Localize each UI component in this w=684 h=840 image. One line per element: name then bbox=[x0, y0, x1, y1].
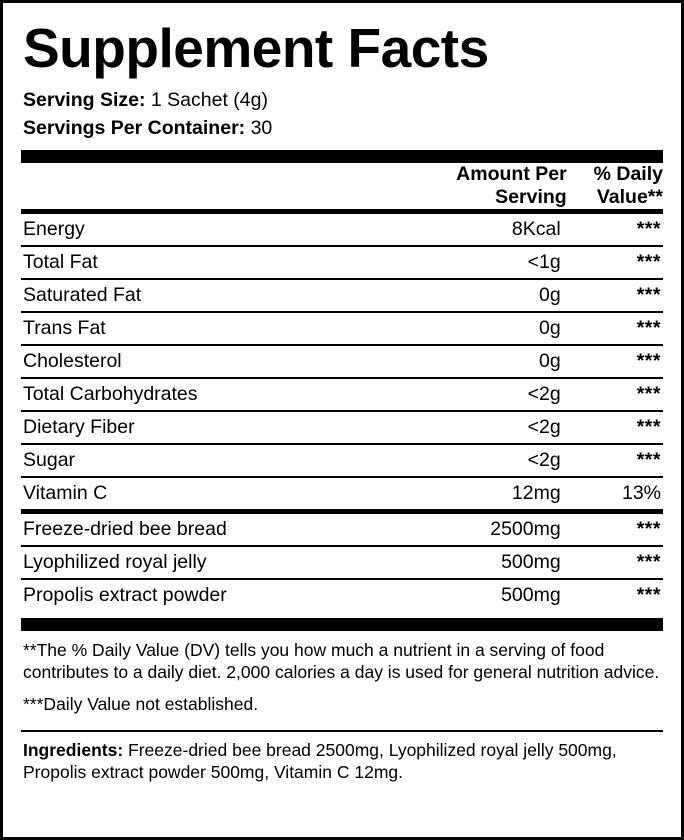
table-row bbox=[21, 345, 663, 378]
header-amount-line1: Amount Per bbox=[456, 162, 567, 185]
servings-per-container-label: Servings Per Container: bbox=[23, 117, 246, 140]
table-row bbox=[21, 546, 663, 579]
page-title: Supplement Facts bbox=[23, 17, 489, 79]
table-row bbox=[21, 312, 663, 345]
nutrient-dv: *** bbox=[567, 246, 663, 279]
active-name: Propolis extract powder bbox=[23, 583, 227, 606]
nutrient-name: Saturated Fat bbox=[21, 279, 374, 312]
daily-value-note: **The % Daily Value (DV) tells you how much a nutrient in a serving of food contributes to a daily diet. 2,000 calories a day is used for general nutrition advice. bbox=[23, 639, 660, 682]
servings-per-container-line bbox=[23, 114, 663, 142]
table-row bbox=[21, 378, 663, 411]
nutrient-dv: 13% bbox=[621, 481, 661, 504]
serving-size-value: 1 Sachet (4g) bbox=[150, 89, 268, 111]
daily-value-not-established-note: ***Daily Value not established. bbox=[23, 694, 259, 715]
serving-size-line bbox=[23, 86, 663, 114]
nutrient-name: Total Fat bbox=[21, 246, 374, 279]
servings-per-container-value: 30 bbox=[250, 117, 273, 140]
nutrients-body bbox=[21, 214, 663, 509]
nutrient-dv: *** bbox=[567, 411, 663, 444]
header-daily-value bbox=[567, 163, 663, 209]
active-name: Freeze-dried bee bread bbox=[21, 514, 374, 546]
active-name: Lyophilized royal jelly bbox=[21, 546, 374, 579]
table-row bbox=[21, 246, 663, 279]
active-amount: 2500mg bbox=[374, 514, 567, 546]
table-row bbox=[21, 214, 663, 246]
nutrient-dv: *** bbox=[567, 378, 663, 411]
active-dv: *** bbox=[567, 514, 663, 546]
nutrient-amount: <2g bbox=[374, 378, 567, 411]
divider-above-ingredients bbox=[21, 730, 663, 732]
active-amount: 500mg bbox=[374, 546, 567, 579]
nutrient-amount: 8Kcal bbox=[374, 214, 567, 246]
table-row bbox=[21, 477, 663, 509]
nutrient-amount: <1g bbox=[374, 246, 567, 279]
table-row bbox=[21, 279, 663, 312]
table-row bbox=[21, 514, 663, 546]
nutrient-name: Sugar bbox=[21, 444, 374, 477]
nutrient-name: Cholesterol bbox=[21, 345, 374, 378]
header-amount-per-serving bbox=[374, 163, 567, 209]
nutrition-header-table bbox=[21, 163, 663, 209]
nutrient-name: Dietary Fiber bbox=[21, 411, 374, 444]
header-dv-line1: % Daily bbox=[593, 162, 663, 185]
table-header-row bbox=[21, 163, 663, 209]
header-blank-cell bbox=[21, 163, 374, 209]
active-dv: *** bbox=[636, 583, 661, 606]
nutrient-name: Trans Fat bbox=[21, 312, 374, 345]
nutrient-dv: *** bbox=[567, 279, 663, 312]
nutrient-dv: *** bbox=[567, 214, 663, 246]
table-row bbox=[21, 579, 663, 611]
nutrient-dv: *** bbox=[567, 345, 663, 378]
ingredients-text: Freeze-dried bee bread 2500mg, Lyophilized royal jelly 500mg, Propolis extract powder 500mg, Vitamin C 12mg. bbox=[23, 739, 617, 783]
nutrients-table bbox=[21, 214, 663, 509]
nutrient-name: Total Carbohydrates bbox=[21, 378, 374, 411]
actives-body bbox=[21, 514, 663, 611]
active-dv: *** bbox=[567, 546, 663, 579]
nutrient-dv: *** bbox=[567, 444, 663, 477]
nutrient-name: Energy bbox=[21, 214, 374, 246]
nutrient-name: Vitamin C bbox=[23, 481, 108, 504]
actives-table bbox=[21, 514, 663, 611]
serving-size-label: Serving Size: bbox=[23, 89, 146, 111]
ingredients-label: Ingredients: bbox=[23, 739, 124, 760]
divider-thick-top bbox=[21, 150, 663, 163]
table-row bbox=[21, 411, 663, 444]
nutrient-amount: <2g bbox=[374, 411, 567, 444]
nutrient-amount: 0g bbox=[374, 279, 567, 312]
divider-thick-bottom bbox=[21, 618, 663, 631]
table-row bbox=[21, 444, 663, 477]
nutrient-amount: 0g bbox=[374, 345, 567, 378]
header-amount-line2: Serving bbox=[495, 185, 567, 208]
nutrient-amount: 12mg bbox=[511, 481, 561, 504]
header-dv-line2: Value** bbox=[596, 185, 663, 208]
nutrient-amount: 0g bbox=[374, 312, 567, 345]
footnotes bbox=[23, 639, 663, 716]
nutrient-amount: <2g bbox=[374, 444, 567, 477]
active-amount: 500mg bbox=[501, 583, 561, 606]
ingredients-section bbox=[23, 739, 663, 785]
nutrient-dv: *** bbox=[567, 312, 663, 345]
